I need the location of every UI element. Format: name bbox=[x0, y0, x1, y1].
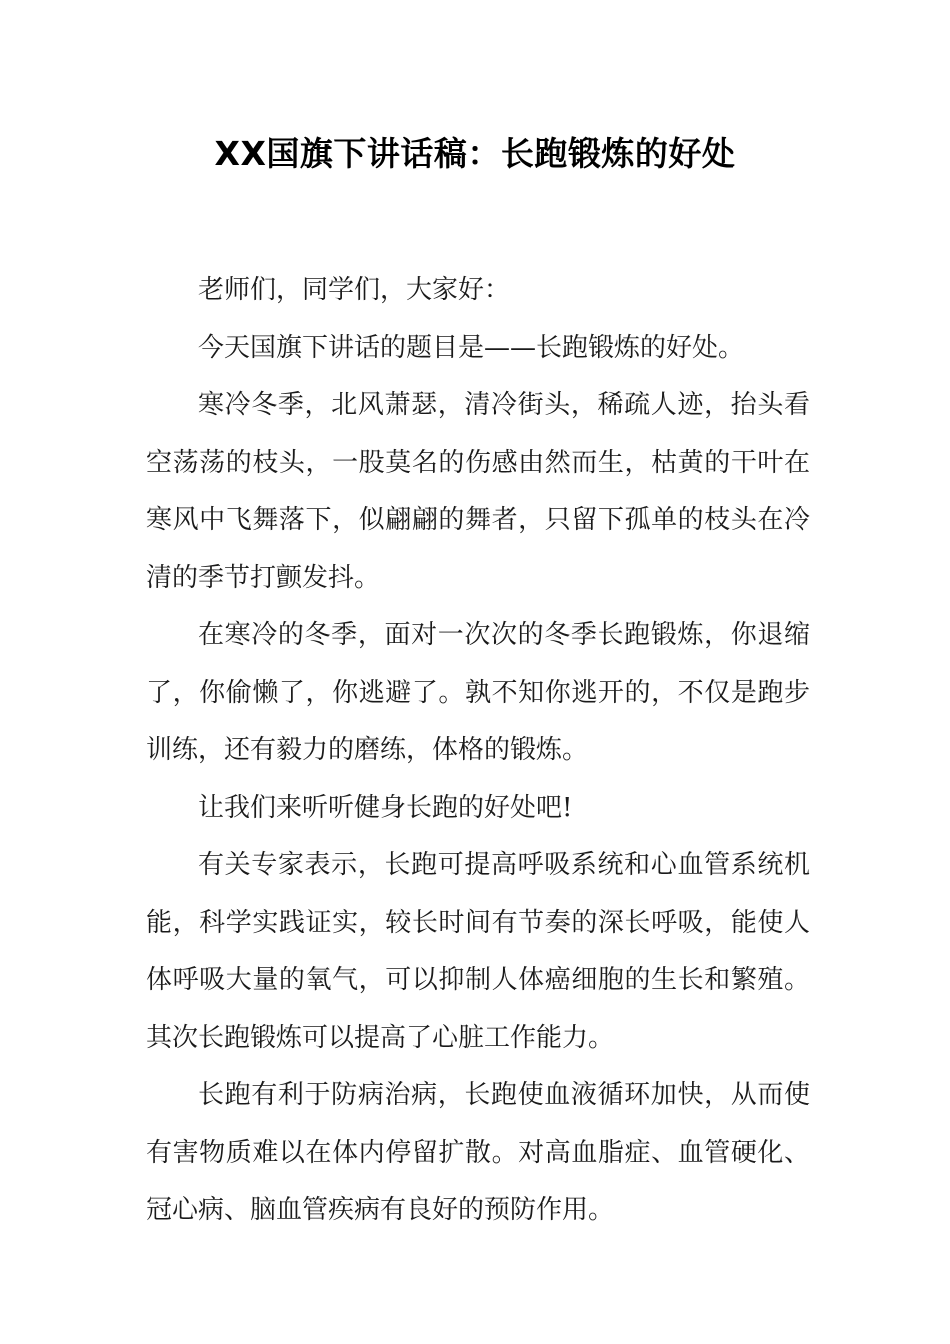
topic-paragraph: 今天国旗下讲话的题目是——长跑锻炼的好处。 bbox=[198, 332, 745, 363]
winter-scene-paragraph: 寒冷冬季，北风萧瑟，清冷街头，稀疏人迹，抬头看空荡荡的枝头，一股莫名的伤感由然而生，枯黄的干叶在寒风中飞舞落下，似翩翩的舞者，只留下孤单的枝头在冷清的季节打颤发抖。 bbox=[146, 390, 810, 593]
disease-prevention-paragraph: 长跑有利于防病治病，长跑使血液循环加快，从而使有害物质难以在体内停留扩散。对高血脂症、血管硬化、冠心病、脑血管疾病有良好的预防作用。 bbox=[146, 1080, 810, 1225]
greeting-paragraph: 老师们，同学们，大家好： bbox=[198, 275, 511, 305]
avoidance-paragraph: 在寒冷的冬季，面对一次次的冬季长跑锻炼，你退缩了，你偷懒了，你逃避了。孰不知你逃开的，不仅是跑步训练，还有毅力的磨练，体格的锻炼。 bbox=[146, 620, 810, 765]
transition-paragraph: 让我们来听听健身长跑的好处吧! bbox=[198, 792, 573, 823]
document-body bbox=[146, 262, 810, 1240]
expert-benefits-paragraph: 有关专家表示，长跑可提高呼吸系统和心血管系统机能，科学实践证实，较长时间有节奏的深长呼吸，能使人体呼吸大量的氧气，可以抑制人体癌细胞的生长和繁殖。其次长跑锻炼可以提高了心脏工作能力。 bbox=[146, 850, 810, 1053]
document-title: XX国旗下讲话稿：长跑锻炼的好处 bbox=[214, 134, 736, 173]
